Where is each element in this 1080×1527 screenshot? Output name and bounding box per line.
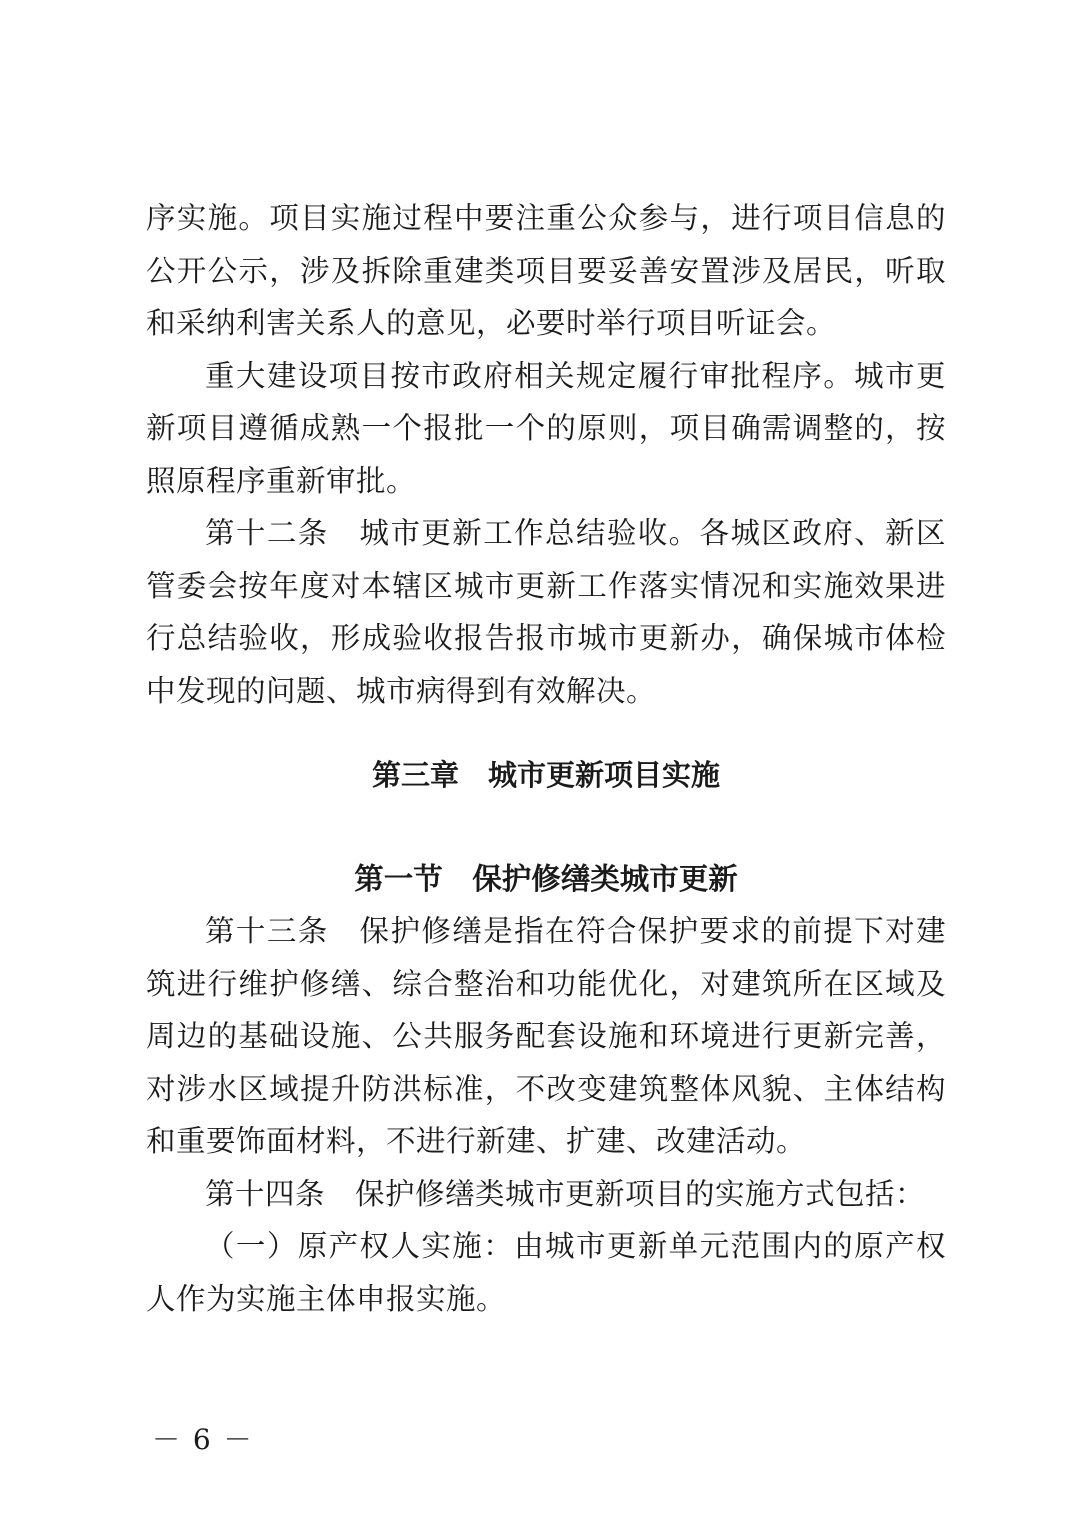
paragraph-continuation: 序实施。项目实施过程中要注重公众参与，进行项目信息的公开公示，涉及拆除重建类项目要妥善安置涉及居民，听取和采纳利害关系人的意见，必要时举行项目听证会。 xyxy=(146,201,946,340)
paragraph-article-13: 第十三条 保护修缮是指在符合保护要求的前提下对建筑进行维护修缮、综合整治和功能优化，对建筑所在区域及周边的基础设施、公共服务配套设施和环境进行更新完善，对涉水区域提升防洪标准，不改变建筑整体风貌、主体结构和重要饰面材料，不进行新建、扩建、改建活动。 xyxy=(146,914,946,1158)
page-number: － 6 － xyxy=(152,1423,254,1456)
paragraph-approval: 重大建设项目按市政府相关规定履行审批程序。城市更新项目遵循成熟一个报批一个的原则，项目确需调整的，按照原程序重新审批。 xyxy=(146,358,946,498)
section-title: 第一节 保护修缮类城市更新 xyxy=(354,861,738,896)
chapter-title: 第三章 城市更新项目实施 xyxy=(371,758,720,792)
body-text-bottom xyxy=(146,905,946,1325)
paragraph-item-1: （一）原产权人实施：由城市更新单元范围内的原产权人作为实施主体申报实施。 xyxy=(146,1229,946,1316)
paragraph-article-14: 第十四条 保护修缮类城市更新项目的实施方式包括： xyxy=(205,1176,926,1211)
body-text-top xyxy=(146,192,946,717)
paragraph-article-12: 第十二条 城市更新工作总结验收。各城区政府、新区管委会按年度对本辖区城市更新工作落实情况和实施效果进行总结验收，形成验收报告报市城市更新办，确保城市体检中发现的问题、城市病得到有效解决。 xyxy=(146,516,946,708)
